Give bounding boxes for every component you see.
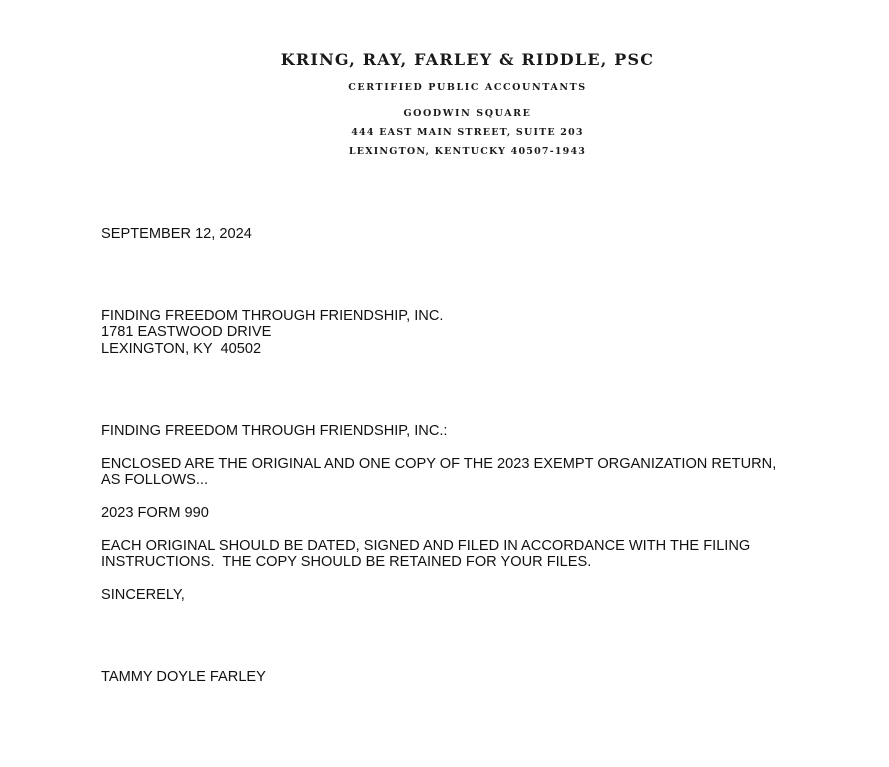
paragraph-1-line-1: ENCLOSED ARE THE ORIGINAL AND ONE COPY OF THE 2023 EXEMPT ORGANIZATION RETURN, bbox=[101, 456, 777, 472]
form-line: 2023 FORM 990 bbox=[101, 505, 209, 521]
paragraph-2-line-1: EACH ORIGINAL SHOULD BE DATED, SIGNED AND FILED IN ACCORDANCE WITH THE FILING bbox=[101, 538, 751, 554]
closing: SINCERELY, bbox=[101, 587, 185, 603]
recipient-city: LEXINGTON, KY 40502 bbox=[101, 341, 262, 357]
signer-name: TAMMY DOYLE FARLEY bbox=[101, 669, 266, 685]
firm-address-line3: LEXINGTON, KENTUCKY 40507-1943 bbox=[348, 146, 587, 157]
paragraph-1-line-2: AS FOLLOWS... bbox=[101, 472, 209, 488]
firm-name: KRING, RAY, FARLEY & RIDDLE, PSC bbox=[280, 50, 655, 69]
letter-date: SEPTEMBER 12, 2024 bbox=[101, 226, 252, 242]
recipient-street: 1781 EASTWOOD DRIVE bbox=[101, 324, 272, 340]
firm-subtitle: CERTIFIED PUBLIC ACCOUNTANTS bbox=[348, 82, 587, 93]
firm-address-line1: GOODWIN SQUARE bbox=[403, 108, 532, 119]
paragraph-2-line-2: INSTRUCTIONS. THE COPY SHOULD BE RETAINED FOR YOUR FILES. bbox=[101, 554, 592, 570]
salutation: FINDING FREEDOM THROUGH FRIENDSHIP, INC.: bbox=[101, 423, 448, 439]
recipient-name: FINDING FREEDOM THROUGH FRIENDSHIP, INC. bbox=[101, 308, 444, 324]
firm-address-line2: 444 EAST MAIN STREET, SUITE 203 bbox=[351, 127, 584, 138]
